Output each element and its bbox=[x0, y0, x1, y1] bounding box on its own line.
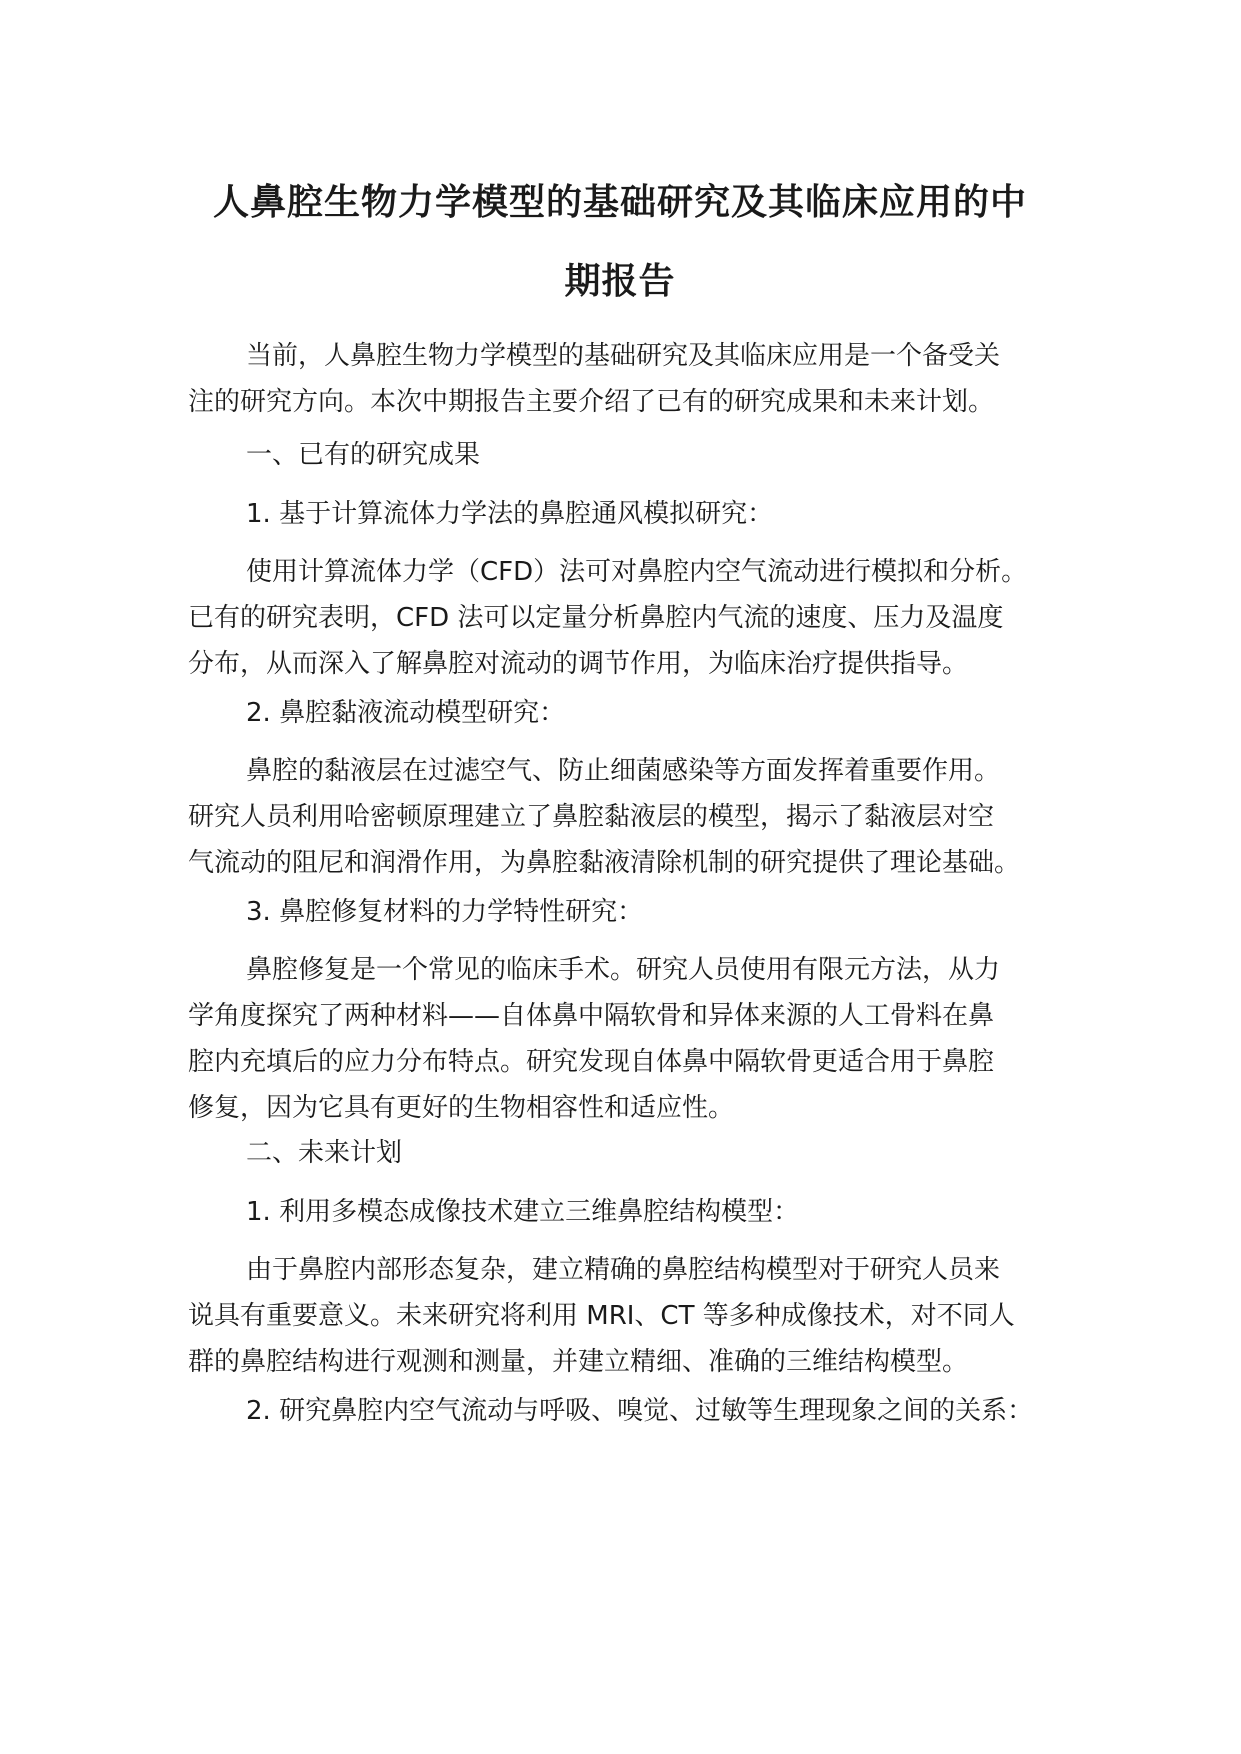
text-line: 修复，因为它具有更好的生物相容性和适应性。 bbox=[188, 1093, 735, 1123]
text-line: 当前，人鼻腔生物力学模型的基础研究及其临床应用是一个备受关 bbox=[246, 341, 1001, 371]
text-line: 已有的研究表明，CFD 法可以定量分析鼻腔内气流的速度、压力及温度 bbox=[188, 603, 1004, 633]
text-line: 使用计算流体力学（CFD）法可对鼻腔内空气流动进行模拟和分析。 bbox=[246, 557, 1028, 587]
text-line: 群的鼻腔结构进行观测和测量，并建立精细、准确的三维结构模型。 bbox=[188, 1347, 969, 1377]
item-heading: 1. 利用多模态成像技术建立三维鼻腔结构模型： bbox=[246, 1197, 800, 1227]
text-line: 研究人员利用哈密顿原理建立了鼻腔黏液层的模型，揭示了黏液层对空 bbox=[188, 802, 995, 832]
text-line: 腔内充填后的应力分布特点。研究发现自体鼻中隔软骨更适合用于鼻腔 bbox=[188, 1047, 995, 1077]
section-heading-2: 二、未来计划 bbox=[246, 1138, 403, 1168]
item-heading: 2. 鼻腔黏液流动模型研究： bbox=[246, 698, 566, 728]
item-body bbox=[188, 947, 1088, 1131]
text-line: 学角度探究了两种材料——自体鼻中隔软骨和异体来源的人工骨料在鼻 bbox=[188, 1001, 995, 1031]
item-body bbox=[188, 748, 1088, 886]
intro-paragraph bbox=[188, 333, 1088, 425]
text-line: 注的研究方向。本次中期报告主要介绍了已有的研究成果和未来计划。 bbox=[188, 387, 995, 417]
text-line: 鼻腔修复是一个常见的临床手术。研究人员使用有限元方法，从力 bbox=[246, 955, 1001, 985]
item-heading: 3. 鼻腔修复材料的力学特性研究： bbox=[246, 897, 644, 927]
item-heading: 1. 基于计算流体力学法的鼻腔通风模拟研究： bbox=[246, 499, 774, 529]
section-heading-1: 一、已有的研究成果 bbox=[246, 440, 481, 470]
document-title-line-2: 期报告 bbox=[564, 261, 676, 302]
text-line: 说具有重要意义。未来研究将利用 MRI、CT 等多种成像技术，对不同人 bbox=[188, 1301, 1015, 1331]
text-line: 气流动的阻尼和润滑作用，为鼻腔黏液清除机制的研究提供了理论基础。 bbox=[188, 848, 1021, 878]
item-body bbox=[188, 1247, 1088, 1385]
item-body bbox=[188, 549, 1088, 687]
text-line: 由于鼻腔内部形态复杂，建立精确的鼻腔结构模型对于研究人员来 bbox=[246, 1255, 1001, 1285]
text-line: 分布，从而深入了解鼻腔对流动的调节作用，为临床治疗提供指导。 bbox=[188, 649, 969, 679]
document-title-line-1: 人鼻腔生物力学模型的基础研究及其临床应用的中 bbox=[212, 182, 1027, 223]
item-heading: 2. 研究鼻腔内空气流动与呼吸、嗅觉、过敏等生理现象之间的关系： bbox=[246, 1396, 1034, 1426]
text-line: 鼻腔的黏液层在过滤空气、防止细菌感染等方面发挥着重要作用。 bbox=[246, 756, 1001, 786]
